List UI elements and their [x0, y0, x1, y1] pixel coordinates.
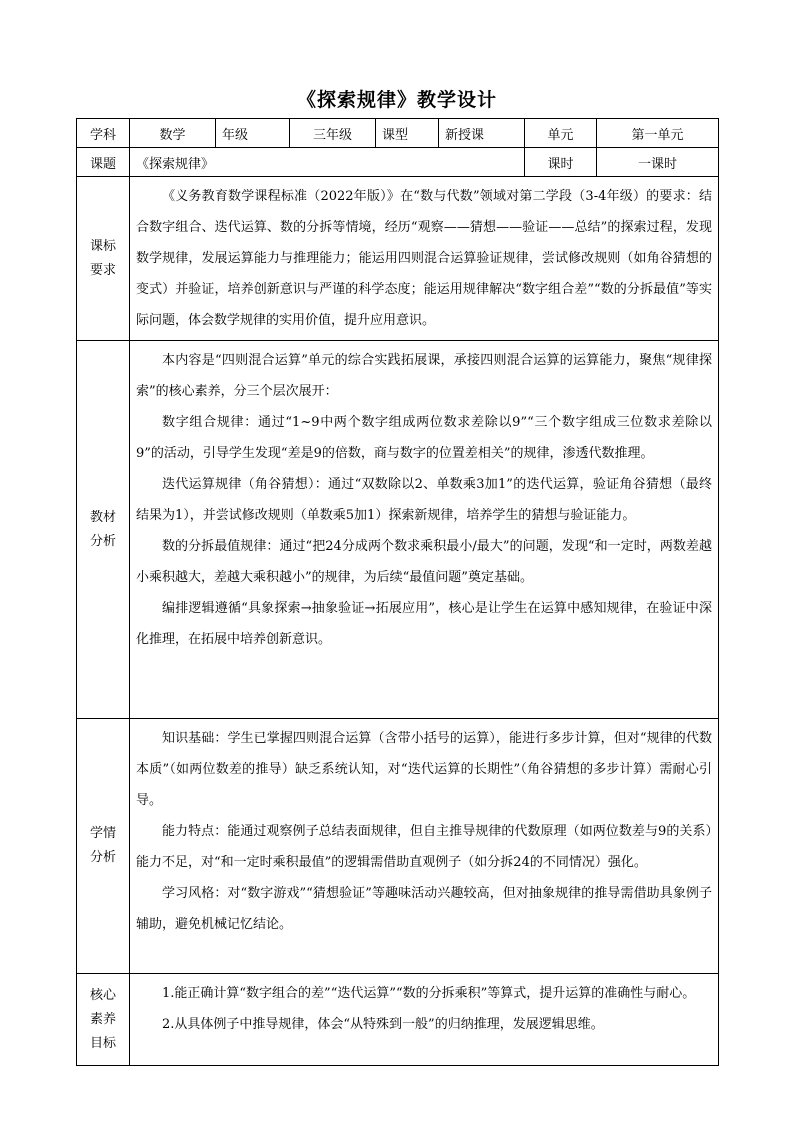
standards-row [77, 177, 719, 341]
lesson-plan-table [76, 118, 719, 1066]
subject-label: 学科 [77, 119, 130, 148]
goals-content [130, 974, 719, 1066]
standards-label-line2: 要求 [89, 262, 116, 278]
unit-label: 单元 [525, 119, 597, 148]
learners-content [130, 719, 719, 974]
topic-value: 《探索规律》 [130, 148, 525, 177]
goals-paragraph: 2.从具体例子中推导规律，体会“从特殊到一般”的归纳推理，发展逻辑思维。 [162, 1017, 604, 1032]
subject-value: 数学 [130, 119, 216, 148]
unit-value: 第一单元 [597, 119, 719, 148]
textbook-content [130, 341, 719, 719]
lesson-type-value: 新授课 [439, 119, 525, 148]
textbook-row [77, 341, 719, 719]
textbook-label-line2: 分析 [89, 533, 116, 549]
learners-paragraph: 学习风格：对“数字游戏”“猜想验证”等趣味活动兴趣较高，但对抽象规律的推导需借助具象例子辅助，避免机械记忆结论。 [136, 886, 712, 932]
learners-label-line1: 学情 [89, 826, 116, 841]
learners-paragraph: 知识基础：学生已掌握四则混合运算（含带小括号的运算），能进行多步计算，但对“规律的代数本质”（如两位数差的推导）缺乏系统认知，对“迭代运算的长期性”（角谷猜想的多步计算）需耐心引导。 [136, 731, 712, 808]
goals-label-line3: 目标 [89, 1035, 116, 1051]
period-label: 课时 [525, 148, 597, 177]
lesson-type-label: 课型 [376, 119, 439, 148]
goals-paragraph: 1.能正确计算“数字组合的差”“迭代运算”“数的分拆乘积”等算式，提升运算的准确性与耐心。 [162, 986, 696, 1001]
learners-row [77, 719, 719, 974]
textbook-label-line1: 教材 [89, 509, 116, 525]
textbook-paragraph: 编排逻辑遵循“具象探索→抽象验证→拓展应用”，核心是让学生在运算中感知规律，在验证中深化推理，在拓展中培养创新意识。 [136, 601, 712, 647]
period-value: 一课时 [597, 148, 719, 177]
learners-label [77, 719, 130, 974]
grade-label: 年级 [216, 119, 290, 148]
goals-label-line1: 核心 [89, 987, 116, 1003]
standards-paragraph: 《义务教育数学课程标准（2022年版）》在“数与代数”领域对第二学段（3-4年级）的要求：结合数字组合、迭代运算、数的分拆等情境，经历“观察——猜想——验证——总结”的探索过程，发现数学规律，发展运算能力与推理能力；能运用四则混合运算验证规律，尝试修改规则（如角谷猜想的变式）并验证，培养创新意识与严谨的科学态度；能运用规律解决“数字组合差”“数的分拆最值”等实际问题，体会数学规律的实用价值，提升应用意识。 [136, 189, 712, 328]
textbook-label [77, 341, 130, 719]
standards-label [77, 177, 130, 341]
goals-label-line2: 素养 [89, 1011, 116, 1027]
learners-label-line2: 分析 [89, 850, 116, 865]
grade-value: 三年级 [290, 119, 376, 148]
textbook-paragraph: 数字组合规律：通过“1~9中两个数字组成两位数求差除以9”“三个数字组成三位数求差除以9”的活动，引导学生发现“差是9的倍数，商与数字的位置差相关”的规律，渗透代数推理。 [136, 415, 712, 461]
textbook-paragraph: 本内容是“四则混合运算”单元的综合实践拓展课，承接四则混合运算的运算能力，聚焦“规律探索”的核心素养，分三个层次展开： [136, 353, 712, 399]
goals-row [77, 974, 719, 1066]
learners-paragraph: 能力特点：能通过观察例子总结表面规律，但自主推导规律的代数原理（如两位数差与9的关系）能力不足，对“和一定时乘积最值”的逻辑需借助直观例子（如分拆24的不同情况）强化。 [136, 824, 712, 870]
goals-label [77, 974, 130, 1066]
standards-content [130, 177, 719, 341]
textbook-paragraph: 数的分拆最值规律：通过“把24分成两个数求乘积最小/最大”的问题，发现“和一定时，两数差越小乘积越大，差越大乘积越小”的规律，为后续“最值问题”奠定基础。 [136, 539, 712, 585]
standards-label-line1: 课标 [89, 238, 116, 254]
header-row-1 [77, 119, 719, 148]
topic-label: 课题 [77, 148, 130, 177]
header-row-2 [77, 148, 719, 177]
textbook-paragraph: 迭代运算规律（角谷猜想）：通过“双数除以2、单数乘3加1”的迭代运算，验证角谷猜想（最终结果为1），并尝试修改规则（单数乘5加1）探索新规律，培养学生的猜想与验证能力。 [136, 477, 712, 523]
page-title: 《探索规律》教学设计 [296, 89, 497, 111]
